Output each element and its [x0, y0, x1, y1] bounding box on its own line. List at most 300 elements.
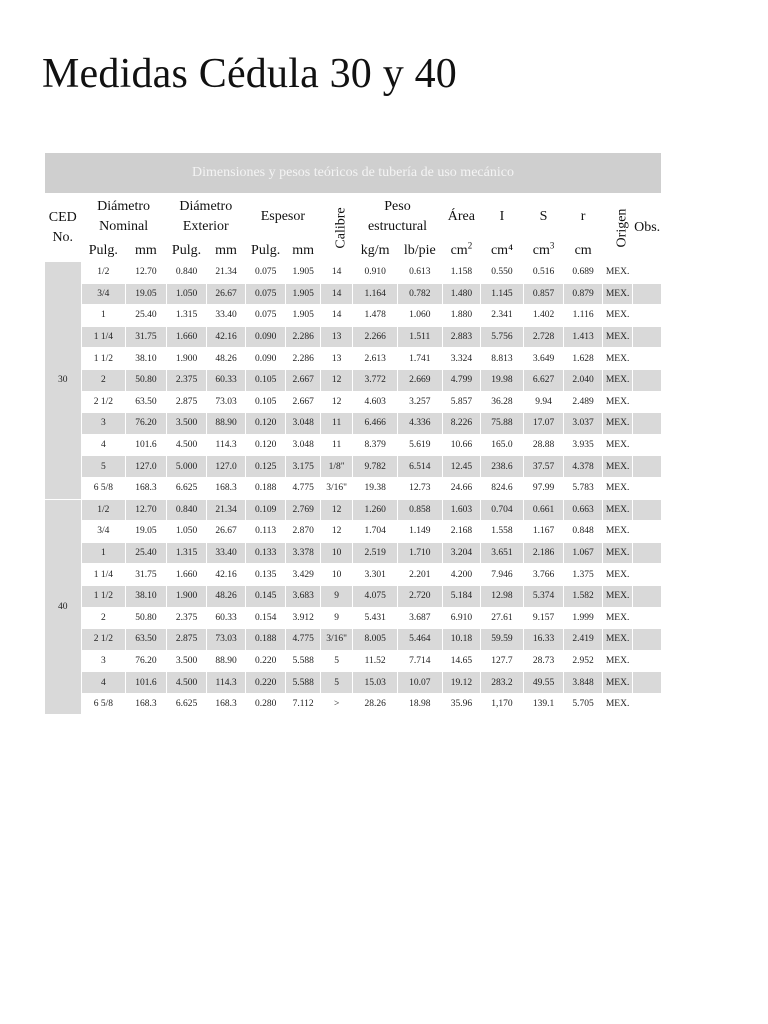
- cell-pulg-espesor: 0.075: [245, 283, 286, 305]
- cell-mm-nominal: 50.80: [126, 369, 167, 391]
- header-diametro-exterior: Diámetro Exterior: [166, 194, 245, 240]
- cell-r: 1.375: [564, 564, 603, 586]
- cell-obs: [633, 672, 662, 694]
- cell-calibre: 12: [320, 521, 352, 543]
- cell-r: 1.628: [564, 348, 603, 370]
- cell-calibre: 12: [320, 391, 352, 413]
- cell-origen: MEX.: [602, 326, 632, 348]
- unit-i: cm⁴: [481, 240, 524, 262]
- header-origen: [602, 194, 632, 262]
- cell-i: 0.550: [481, 262, 524, 284]
- table-caption: Dimensiones y pesos teóricos de tubería de uso mecánico: [45, 153, 662, 194]
- cell-area: 2.883: [442, 326, 481, 348]
- cell-pulg-exterior: 5.000: [166, 456, 207, 478]
- cell-obs: [633, 629, 662, 651]
- unit-area-base: cm: [450, 242, 468, 258]
- cell-pulg-exterior: 0.840: [166, 499, 207, 521]
- cell-origen: MEX.: [602, 499, 632, 521]
- cell-pulg-espesor: 0.280: [245, 693, 286, 715]
- unit-lbpie: lb/pie: [397, 240, 442, 262]
- cell-i: 2.341: [481, 305, 524, 327]
- unit-pulg-espesor: Pulg.: [245, 240, 286, 262]
- cell-mm-exterior: 88.90: [207, 650, 246, 672]
- cell-mm-espesor: 2.769: [286, 499, 320, 521]
- cell-pulg-nominal: 1 1/2: [81, 348, 126, 370]
- cell-mm-nominal: 12.70: [126, 262, 167, 284]
- cell-s: 49.55: [523, 672, 564, 694]
- cell-pulg-nominal: 3: [81, 413, 126, 435]
- cell-mm-espesor: 4.775: [286, 629, 320, 651]
- cell-pulg-exterior: 6.625: [166, 477, 207, 499]
- cell-pulg-espesor: 0.075: [245, 262, 286, 284]
- cell-mm-exterior: 42.16: [207, 326, 246, 348]
- cell-s: 0.516: [523, 262, 564, 284]
- table-row: [45, 456, 662, 478]
- cell-pulg-exterior: 1.900: [166, 585, 207, 607]
- header-espesor: Espesor: [245, 194, 320, 240]
- cell-i: 1.145: [481, 283, 524, 305]
- cell-area: 1.480: [442, 283, 481, 305]
- table-row: [45, 369, 662, 391]
- cell-mm-espesor: 3.429: [286, 564, 320, 586]
- cell-area: 4.799: [442, 369, 481, 391]
- cell-origen: MEX.: [602, 434, 632, 456]
- cell-i: 59.59: [481, 629, 524, 651]
- cell-i: 238.6: [481, 456, 524, 478]
- cell-pulg-espesor: 0.135: [245, 564, 286, 586]
- cell-mm-espesor: 2.870: [286, 521, 320, 543]
- cell-calibre: 14: [320, 262, 352, 284]
- unit-mm-nominal: mm: [126, 240, 167, 262]
- cell-obs: [633, 413, 662, 435]
- cell-pulg-espesor: 0.113: [245, 521, 286, 543]
- cell-lbpie: 1.511: [397, 326, 442, 348]
- cell-pulg-espesor: 0.188: [245, 629, 286, 651]
- cell-area: 1.603: [442, 499, 481, 521]
- cell-lbpie: 3.687: [397, 607, 442, 629]
- header-s: S: [523, 194, 564, 240]
- cell-origen: MEX.: [602, 672, 632, 694]
- cell-origen: MEX.: [602, 348, 632, 370]
- cell-pulg-exterior: 1.900: [166, 348, 207, 370]
- cell-pulg-espesor: 0.220: [245, 650, 286, 672]
- cell-obs: [633, 650, 662, 672]
- cell-r: 2.952: [564, 650, 603, 672]
- cell-obs: [633, 305, 662, 327]
- cell-s: 3.766: [523, 564, 564, 586]
- cell-calibre: 3/16": [320, 477, 352, 499]
- cell-area: 1.158: [442, 262, 481, 284]
- header-diametro-nominal: Diámetro Nominal: [81, 194, 166, 240]
- cell-calibre: 10: [320, 542, 352, 564]
- cell-r: 1.116: [564, 305, 603, 327]
- cell-kgm: 6.466: [353, 413, 398, 435]
- table-row: [45, 391, 662, 413]
- cell-s: 9.94: [523, 391, 564, 413]
- cell-area: 5.857: [442, 391, 481, 413]
- unit-area: [442, 240, 481, 262]
- cell-pulg-nominal: 2: [81, 607, 126, 629]
- cell-calibre: 12: [320, 369, 352, 391]
- cell-r: 4.378: [564, 456, 603, 478]
- header-r: r: [564, 194, 603, 240]
- cell-mm-exterior: 21.34: [207, 499, 246, 521]
- cell-mm-nominal: 19.05: [126, 521, 167, 543]
- table-row: [45, 607, 662, 629]
- cell-s: 16.33: [523, 629, 564, 651]
- cell-s: 139.1: [523, 693, 564, 715]
- cell-lbpie: 6.514: [397, 456, 442, 478]
- cell-mm-nominal: 76.20: [126, 413, 167, 435]
- unit-s-exp: 3: [549, 239, 555, 250]
- table-row: [45, 629, 662, 651]
- cell-kgm: 2.613: [353, 348, 398, 370]
- header-calibre-label: Calibre: [333, 206, 349, 249]
- cell-s: 97.99: [523, 477, 564, 499]
- cell-lbpie: 4.336: [397, 413, 442, 435]
- cell-mm-nominal: 38.10: [126, 348, 167, 370]
- cell-mm-exterior: 73.03: [207, 629, 246, 651]
- cell-mm-exterior: 42.16: [207, 564, 246, 586]
- cell-pulg-nominal: 1/2: [81, 262, 126, 284]
- cell-mm-nominal: 127.0: [126, 456, 167, 478]
- cell-origen: MEX.: [602, 521, 632, 543]
- cell-kgm: 8.005: [353, 629, 398, 651]
- cell-i: 36.28: [481, 391, 524, 413]
- table-row: [45, 413, 662, 435]
- cell-pulg-espesor: 0.188: [245, 477, 286, 499]
- cell-s: 5.374: [523, 585, 564, 607]
- cell-obs: [633, 326, 662, 348]
- cell-obs: [633, 693, 662, 715]
- cell-lbpie: 2.720: [397, 585, 442, 607]
- table-row: [45, 564, 662, 586]
- cell-pulg-nominal: 3/4: [81, 283, 126, 305]
- unit-r: cm: [564, 240, 603, 262]
- table-row: [45, 650, 662, 672]
- table-row: [45, 542, 662, 564]
- cell-mm-exterior: 48.26: [207, 348, 246, 370]
- cell-pulg-exterior: 1.050: [166, 521, 207, 543]
- cell-mm-nominal: 25.40: [126, 542, 167, 564]
- cell-kgm: 3.301: [353, 564, 398, 586]
- cell-mm-espesor: 3.378: [286, 542, 320, 564]
- cell-r: 1.999: [564, 607, 603, 629]
- cell-s: 28.88: [523, 434, 564, 456]
- cell-origen: MEX.: [602, 542, 632, 564]
- cell-obs: [633, 456, 662, 478]
- cell-mm-espesor: 4.775: [286, 477, 320, 499]
- table-row: [45, 585, 662, 607]
- cell-pulg-espesor: 0.120: [245, 413, 286, 435]
- cell-mm-nominal: 31.75: [126, 326, 167, 348]
- cell-pulg-nominal: 4: [81, 434, 126, 456]
- cell-obs: [633, 434, 662, 456]
- cell-calibre: 14: [320, 283, 352, 305]
- cell-mm-exterior: 127.0: [207, 456, 246, 478]
- cell-kgm: 11.52: [353, 650, 398, 672]
- unit-s: [523, 240, 564, 262]
- table-row: [45, 348, 662, 370]
- cell-i: 27.61: [481, 607, 524, 629]
- cell-calibre: 1/8": [320, 456, 352, 478]
- cell-area: 10.18: [442, 629, 481, 651]
- page-title: Medidas Cédula 30 y 40: [42, 51, 458, 97]
- cell-pulg-espesor: 0.133: [245, 542, 286, 564]
- cell-r: 1.413: [564, 326, 603, 348]
- cell-calibre: 3/16": [320, 629, 352, 651]
- cell-i: 127.7: [481, 650, 524, 672]
- cell-obs: [633, 262, 662, 284]
- cell-s: 28.73: [523, 650, 564, 672]
- cell-calibre: 9: [320, 607, 352, 629]
- cell-kgm: 2.266: [353, 326, 398, 348]
- cell-mm-exterior: 168.3: [207, 477, 246, 499]
- cell-mm-nominal: 12.70: [126, 499, 167, 521]
- cell-calibre: 10: [320, 564, 352, 586]
- cell-area: 3.204: [442, 542, 481, 564]
- cell-r: 0.848: [564, 521, 603, 543]
- cell-r: 3.037: [564, 413, 603, 435]
- cell-s: 6.627: [523, 369, 564, 391]
- cell-kgm: 4.075: [353, 585, 398, 607]
- cell-area: 6.910: [442, 607, 481, 629]
- cell-pulg-espesor: 0.090: [245, 348, 286, 370]
- cell-origen: MEX.: [602, 585, 632, 607]
- cell-calibre: 9: [320, 585, 352, 607]
- cell-mm-exterior: 168.3: [207, 693, 246, 715]
- cell-kgm: 0.910: [353, 262, 398, 284]
- cell-kgm: 1.478: [353, 305, 398, 327]
- cell-kgm: 1.164: [353, 283, 398, 305]
- cell-i: 5.756: [481, 326, 524, 348]
- cell-r: 2.040: [564, 369, 603, 391]
- header-ced: CED No.: [45, 194, 82, 262]
- cell-pulg-exterior: 6.625: [166, 693, 207, 715]
- cell-pulg-nominal: 1 1/4: [81, 564, 126, 586]
- cell-kgm: 15.03: [353, 672, 398, 694]
- header-calibre: [320, 194, 352, 262]
- cell-lbpie: 2.201: [397, 564, 442, 586]
- cell-s: 1.167: [523, 521, 564, 543]
- cell-lbpie: 3.257: [397, 391, 442, 413]
- cell-obs: [633, 607, 662, 629]
- cell-obs: [633, 477, 662, 499]
- cell-pulg-espesor: 0.125: [245, 456, 286, 478]
- cell-kgm: 8.379: [353, 434, 398, 456]
- cell-mm-espesor: 1.905: [286, 283, 320, 305]
- cell-kgm: 9.782: [353, 456, 398, 478]
- cell-s: 37.57: [523, 456, 564, 478]
- header-obs: Obs.: [633, 194, 662, 262]
- cell-r: 1.067: [564, 542, 603, 564]
- cell-calibre: 5: [320, 650, 352, 672]
- cell-pulg-exterior: 0.840: [166, 262, 207, 284]
- cell-pulg-exterior: 1.315: [166, 305, 207, 327]
- cell-area: 35.96: [442, 693, 481, 715]
- cell-calibre: 12: [320, 499, 352, 521]
- cell-mm-espesor: 5.588: [286, 672, 320, 694]
- cell-obs: [633, 283, 662, 305]
- table-row: [45, 305, 662, 327]
- cell-mm-espesor: 3.048: [286, 413, 320, 435]
- cell-pulg-espesor: 0.105: [245, 369, 286, 391]
- cell-kgm: 28.26: [353, 693, 398, 715]
- cell-origen: MEX.: [602, 413, 632, 435]
- cell-i: 12.98: [481, 585, 524, 607]
- cell-obs: [633, 585, 662, 607]
- cell-area: 5.184: [442, 585, 481, 607]
- table-row: [45, 434, 662, 456]
- cell-lbpie: 1.710: [397, 542, 442, 564]
- cell-pulg-espesor: 0.154: [245, 607, 286, 629]
- cell-pulg-espesor: 0.075: [245, 305, 286, 327]
- cell-kgm: 5.431: [353, 607, 398, 629]
- unit-s-base: cm: [532, 242, 550, 258]
- cell-i: 0.704: [481, 499, 524, 521]
- cell-mm-nominal: 19.05: [126, 283, 167, 305]
- cell-lbpie: 1.060: [397, 305, 442, 327]
- cell-i: 1,170: [481, 693, 524, 715]
- cell-obs: [633, 348, 662, 370]
- unit-pulg-nominal: Pulg.: [81, 240, 126, 262]
- cell-area: 1.880: [442, 305, 481, 327]
- cell-pulg-exterior: 1.315: [166, 542, 207, 564]
- cell-i: 3.651: [481, 542, 524, 564]
- cell-s: 0.857: [523, 283, 564, 305]
- cell-mm-espesor: 2.286: [286, 348, 320, 370]
- cell-i: 8.813: [481, 348, 524, 370]
- table-row: [45, 521, 662, 543]
- cell-area: 3.324: [442, 348, 481, 370]
- cell-obs: [633, 499, 662, 521]
- cell-lbpie: 0.858: [397, 499, 442, 521]
- cell-i: 1.558: [481, 521, 524, 543]
- cell-lbpie: 7.714: [397, 650, 442, 672]
- cell-mm-nominal: 168.3: [126, 477, 167, 499]
- cell-r: 3.935: [564, 434, 603, 456]
- cell-i: 19.98: [481, 369, 524, 391]
- cell-pulg-nominal: 1: [81, 305, 126, 327]
- unit-mm-espesor: mm: [286, 240, 320, 262]
- cell-origen: MEX.: [602, 283, 632, 305]
- cell-mm-espesor: 3.175: [286, 456, 320, 478]
- cell-calibre: 5: [320, 672, 352, 694]
- cell-pulg-exterior: 3.500: [166, 650, 207, 672]
- cell-mm-nominal: 168.3: [126, 693, 167, 715]
- cell-calibre: 13: [320, 326, 352, 348]
- cell-origen: MEX.: [602, 564, 632, 586]
- cell-calibre: 13: [320, 348, 352, 370]
- cell-mm-nominal: 31.75: [126, 564, 167, 586]
- table-row: [45, 672, 662, 694]
- cell-lbpie: 10.07: [397, 672, 442, 694]
- cell-r: 0.689: [564, 262, 603, 284]
- cell-pulg-espesor: 0.109: [245, 499, 286, 521]
- cell-mm-exterior: 26.67: [207, 521, 246, 543]
- cell-lbpie: 2.669: [397, 369, 442, 391]
- header-peso-estructural: Peso estructural: [353, 194, 442, 240]
- cell-calibre: 14: [320, 305, 352, 327]
- cell-mm-exterior: 60.33: [207, 607, 246, 629]
- cell-mm-espesor: 1.905: [286, 262, 320, 284]
- cell-mm-exterior: 60.33: [207, 369, 246, 391]
- table-row: [45, 693, 662, 715]
- cell-mm-espesor: 3.048: [286, 434, 320, 456]
- pipe-dimensions-table: [44, 152, 662, 715]
- ced-group-cell: 30: [45, 262, 82, 500]
- cell-kgm: 2.519: [353, 542, 398, 564]
- cell-calibre: >: [320, 693, 352, 715]
- cell-i: 824.6: [481, 477, 524, 499]
- cell-i: 283.2: [481, 672, 524, 694]
- cell-mm-exterior: 21.34: [207, 262, 246, 284]
- cell-pulg-nominal: 3: [81, 650, 126, 672]
- cell-kgm: 19.38: [353, 477, 398, 499]
- cell-i: 165.0: [481, 434, 524, 456]
- cell-s: 2.728: [523, 326, 564, 348]
- header-i: I: [481, 194, 524, 240]
- cell-mm-exterior: 88.90: [207, 413, 246, 435]
- cell-r: 2.419: [564, 629, 603, 651]
- cell-s: 2.186: [523, 542, 564, 564]
- cell-calibre: 11: [320, 413, 352, 435]
- cell-mm-nominal: 50.80: [126, 607, 167, 629]
- cell-area: 12.45: [442, 456, 481, 478]
- table-row: [45, 499, 662, 521]
- cell-lbpie: 18.98: [397, 693, 442, 715]
- cell-s: 0.661: [523, 499, 564, 521]
- cell-kgm: 3.772: [353, 369, 398, 391]
- cell-origen: MEX.: [602, 477, 632, 499]
- cell-mm-espesor: 2.667: [286, 369, 320, 391]
- cell-origen: MEX.: [602, 305, 632, 327]
- cell-kgm: 1.260: [353, 499, 398, 521]
- cell-lbpie: 1.741: [397, 348, 442, 370]
- cell-pulg-exterior: 1.050: [166, 283, 207, 305]
- unit-kgm: kg/m: [353, 240, 398, 262]
- cell-pulg-nominal: 1: [81, 542, 126, 564]
- cell-origen: MEX.: [602, 607, 632, 629]
- cell-pulg-exterior: 2.375: [166, 369, 207, 391]
- cell-pulg-espesor: 0.120: [245, 434, 286, 456]
- cell-pulg-exterior: 2.875: [166, 391, 207, 413]
- cell-pulg-exterior: 3.500: [166, 413, 207, 435]
- cell-mm-nominal: 101.6: [126, 672, 167, 694]
- cell-s: 1.402: [523, 305, 564, 327]
- cell-mm-nominal: 38.10: [126, 585, 167, 607]
- cell-area: 8.226: [442, 413, 481, 435]
- cell-r: 2.489: [564, 391, 603, 413]
- cell-mm-espesor: 2.286: [286, 326, 320, 348]
- cell-mm-exterior: 33.40: [207, 542, 246, 564]
- cell-pulg-nominal: 1 1/2: [81, 585, 126, 607]
- cell-origen: MEX.: [602, 650, 632, 672]
- cell-area: 4.200: [442, 564, 481, 586]
- cell-mm-exterior: 26.67: [207, 283, 246, 305]
- cell-pulg-nominal: 3/4: [81, 521, 126, 543]
- ced-group-cell: 40: [45, 499, 82, 715]
- cell-mm-espesor: 2.667: [286, 391, 320, 413]
- table-body: [45, 262, 662, 715]
- cell-i: 7.946: [481, 564, 524, 586]
- cell-origen: MEX.: [602, 456, 632, 478]
- cell-area: 24.66: [442, 477, 481, 499]
- cell-mm-nominal: 63.50: [126, 391, 167, 413]
- cell-mm-espesor: 1.905: [286, 305, 320, 327]
- unit-pulg-exterior: Pulg.: [166, 240, 207, 262]
- cell-mm-espesor: 7.112: [286, 693, 320, 715]
